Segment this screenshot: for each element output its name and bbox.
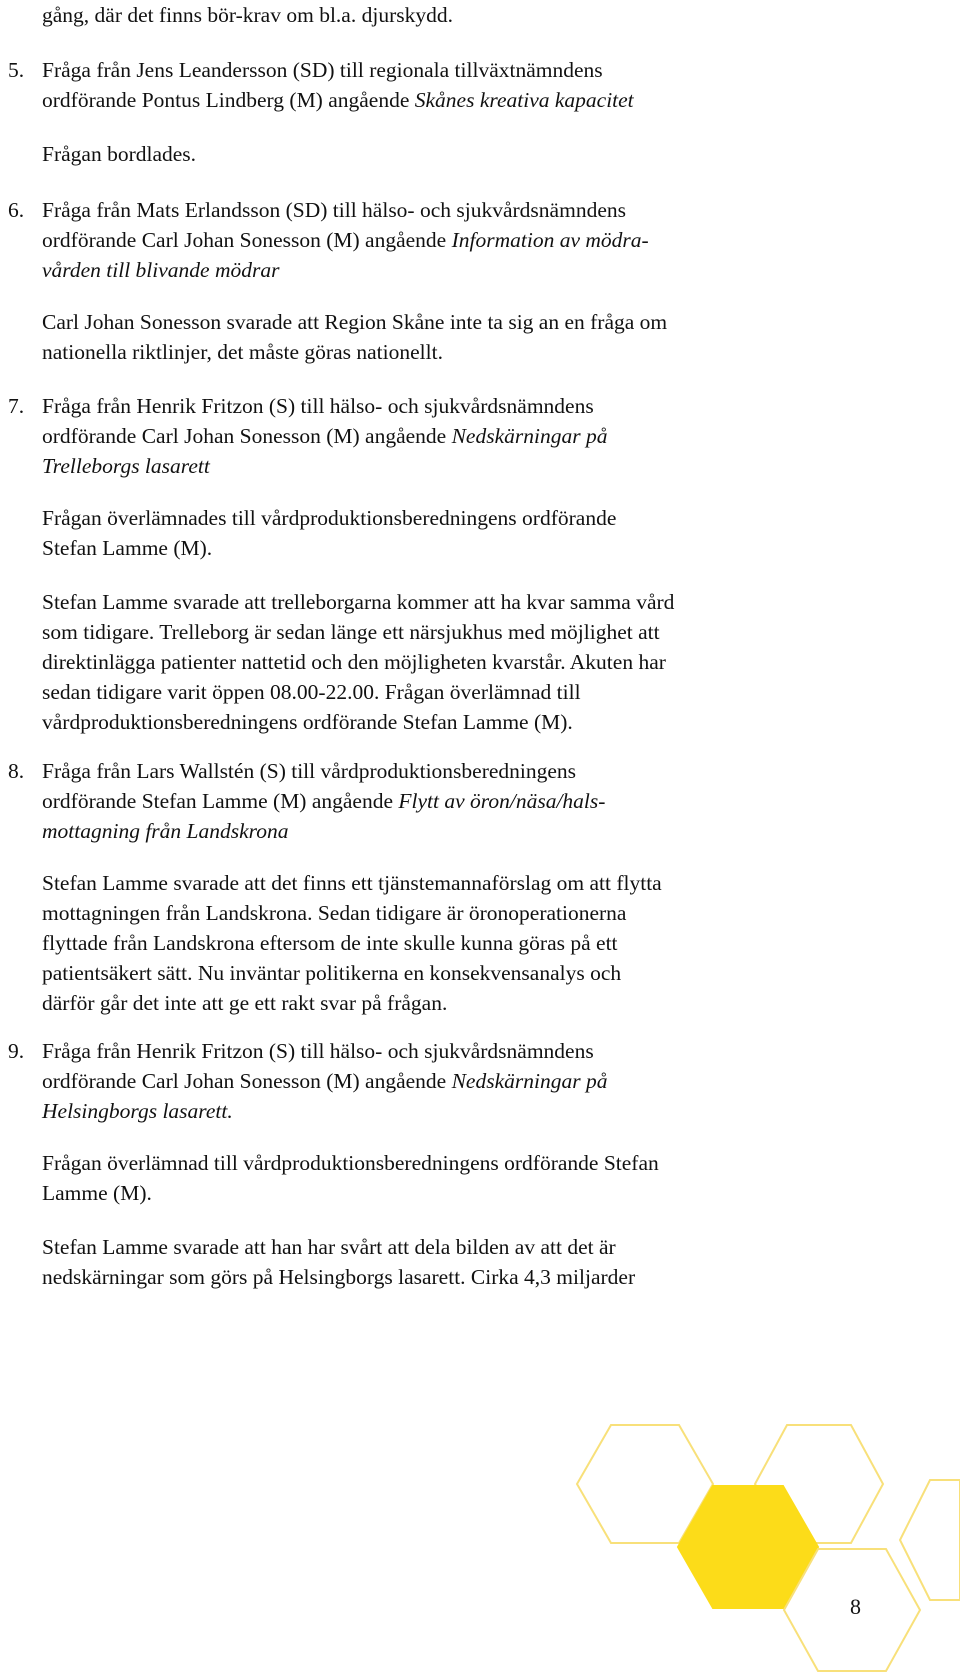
answer-paragraph: Stefan Lamme svarade att han har svårt att dela bilden av att det är nedskärningar som görs på Helsingborgs lasarett. Cirka 4,3 miljarder xyxy=(42,1235,636,1289)
question-lead: Fråga från Lars Wallstén (S) till vårdproduktionsberedningens ordförande Stefan Lamme (M) angående xyxy=(42,759,577,813)
item-number: 7. xyxy=(8,394,25,418)
question-subject: Skånes kreativa kapacitet xyxy=(414,88,634,112)
answer-paragraph: Frågan bordlades. xyxy=(42,142,197,166)
top-fragment-text: gång, där det finns bör-krav om bl.a. djurskydd. xyxy=(42,3,453,27)
answer-paragraph: Frågan överlämnad till vårdproduktionsberedningens ordförande Stefan Lamme (M). xyxy=(42,1151,659,1205)
answer-paragraph: Stefan Lamme svarade att trelleborgarna kommer att ha kvar samma vård som tidigare. Trelleborg är sedan länge ett närsjukhus med möjlighet att direktinlägga patienter nattetid och den möjligheten kvarstår. Akuten har sedan tidigare varit öppen 08.00-22.00. Frågan överlämnad till vårdproduktionsberedningens ordförande Stefan Lamme (M). xyxy=(42,590,675,734)
hexagon-outline xyxy=(900,1480,960,1600)
answer-paragraph: Carl Johan Sonesson svarade att Region Skåne inte ta sig an en fråga om nationella riktlinjer, det måste göras nationellt. xyxy=(42,310,668,364)
answer-paragraph: Frågan överlämnades till vårdproduktionsberedningens ordförande Stefan Lamme (M). xyxy=(42,506,617,560)
question-lead: Fråga från Mats Erlandsson (SD) till hälso- och sjukvårdsnämndens ordförande Carl Johan Sonesson (M) angående xyxy=(42,198,626,252)
question-subject: Nedskärningar på Helsingborgs lasarett. xyxy=(42,1069,608,1123)
item-number: 8. xyxy=(8,759,25,783)
item-number: 5. xyxy=(8,58,25,82)
question-lead: Fråga från Henrik Fritzon (S) till hälso- och sjukvårdsnämndens ordförande Carl Johan Sonesson (M) angående xyxy=(42,1039,594,1093)
answer-paragraph: Stefan Lamme svarade att det finns ett tjänstemannaförslag om att flytta mottagningen från Landskrona. Sedan tidigare är öronoperationerna flyttade från Landskrona eftersom de inte skulle kunna göras på ett patientsäkert sätt. Nu inväntar politikerna en konsekvensanalys och därför går det inte att ge ett rakt svar på frågan. xyxy=(42,871,662,1015)
question-lead: Fråga från Henrik Fritzon (S) till hälso- och sjukvårdsnämndens ordförande Carl Johan Sonesson (M) angående xyxy=(42,394,594,448)
question-lead: Fråga från Jens Leandersson (SD) till regionala tillväxtnämndens ordförande Pontus Lindberg (M) angående xyxy=(42,58,603,112)
item-number: 6. xyxy=(8,198,25,222)
page-number: 8 xyxy=(850,1594,861,1619)
hexagon-filled xyxy=(678,1486,818,1608)
question-subject: Nedskärningar på Trelleborgs lasarett xyxy=(42,424,608,478)
item-number: 9. xyxy=(8,1039,25,1063)
question-subject: Information av mödra- vården till blivande mödrar xyxy=(42,228,649,282)
question-subject: Flytt av öron/näsa/hals- mottagning från Landskrona xyxy=(42,789,606,843)
